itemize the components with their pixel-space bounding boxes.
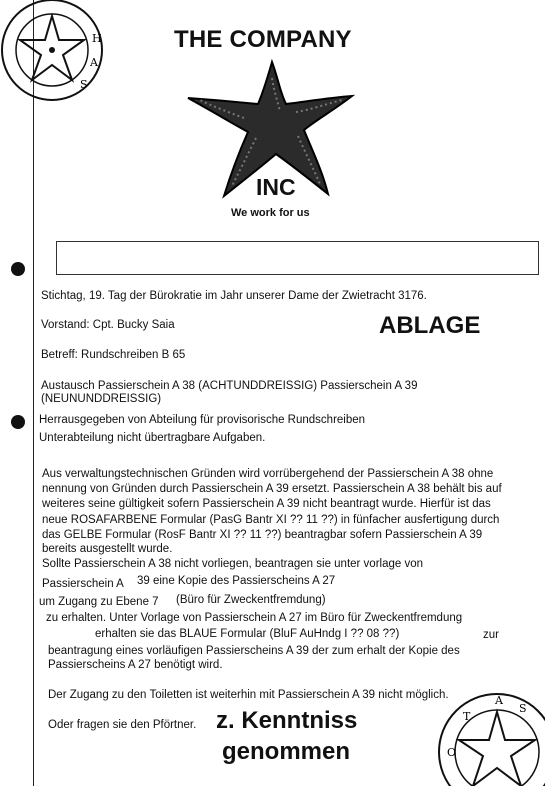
exchange-line-2: (NEUNUNDDREISSIG)	[41, 393, 162, 405]
exchange-line-1: Austausch Passierschein A 38 (ACHTUNDDREISSIG) Passierschein A 39	[41, 380, 418, 392]
company-name: THE COMPANY	[174, 26, 352, 53]
paragraph-line: (Büro für Zweckentfremdung)	[176, 594, 326, 606]
seal-letter: T	[463, 710, 471, 723]
paragraph-line: zu erhalten. Unter Vorlage von Passierschein A 27 im Büro für Zweckentfremdung	[46, 612, 463, 624]
paragraph-line: Oder fragen sie den Pförtner.	[48, 719, 197, 731]
heading-stamp: ABLAGE	[379, 312, 481, 339]
stamp-line-1: z. Kenntniss	[216, 707, 358, 734]
board-line: Vorstand: Cpt. Bucky Saia	[41, 319, 175, 331]
paragraph-line: zur	[483, 629, 499, 641]
date-line: Stichtag, 19. Tag der Bürokratie im Jahr unserer Dame der Zwietracht 3176.	[41, 290, 427, 302]
seal-top-left	[0, 0, 110, 110]
paragraph-line: Der Zugang zu den Toiletten ist weiterhin mit Passierschein A 39 nicht möglich.	[48, 689, 449, 701]
paragraph-line: bereits ausgestellt wurde.	[42, 543, 173, 555]
seal-letter: A	[495, 694, 503, 707]
stamp-line-2: genommen	[222, 738, 351, 765]
seal-letter: S	[80, 78, 88, 91]
seal-letter: H	[92, 32, 102, 45]
paragraph-line: um Zugang zu Ebene 7	[39, 596, 159, 608]
paragraph-line: beantragung eines vorläufigen Passierscheins A 39 der zum erhalt der Kopie des	[48, 645, 460, 657]
seal-letter: A	[90, 56, 98, 69]
paragraph-line: erhalten sie das BLAUE Formular (BluF AuHndg I ?? 08 ??)	[95, 628, 400, 640]
paragraph-line: nennung von Gründen durch Passierschein A 39 ersetzt. Passierschein A 38 behält bis auf	[42, 483, 502, 495]
paragraph-line: Sollte Passierschein A 38 nicht vorliegen, beantragen sie unter vorlage von	[42, 558, 424, 570]
issuer-line-1: Herrausgegeben von Abteilung für provisorische Rundschreiben	[39, 414, 366, 426]
paragraph-line: Aus verwaltungstechnischen Gründen wird vorrübergehend der Passierschein A 38 ohne	[42, 468, 494, 480]
punch-hole	[11, 415, 25, 429]
paragraph-line: Passierscheins A 27 benötigt wird.	[48, 659, 223, 671]
recipient-box[interactable]	[56, 241, 539, 275]
seal-letter: S	[519, 702, 527, 715]
paragraph-line: das GELBE Formular (RosF Bantr XI ?? 11 ??) beantragbar sofern Passierschein A 39	[42, 529, 483, 541]
punch-hole	[11, 262, 25, 276]
issuer-line-2: Unterabteilung nicht übertragbare Aufgaben.	[39, 432, 266, 444]
margin-line	[33, 0, 34, 786]
subject-line: Betreff: Rundschreiben B 65	[41, 349, 186, 361]
company-suffix: INC	[256, 174, 296, 200]
tagline: We work for us	[231, 207, 310, 219]
paragraph-line: weiteres seine gültigkeit sofern Passierschein A 39 nicht beantragt wurde. Hierfür ist das	[42, 498, 491, 510]
seal-letter: O	[447, 746, 457, 759]
paragraph-line: neue ROSAFARBENE Formular (PasG Bantr XI ?? 11 ??) in fünfacher ausfertigung durch	[42, 514, 500, 526]
paragraph-line: Passierschein A	[42, 578, 124, 590]
paragraph-line: 39 eine Kopie des Passierscheins A 27	[137, 575, 336, 587]
seal-bottom-right	[435, 690, 545, 786]
